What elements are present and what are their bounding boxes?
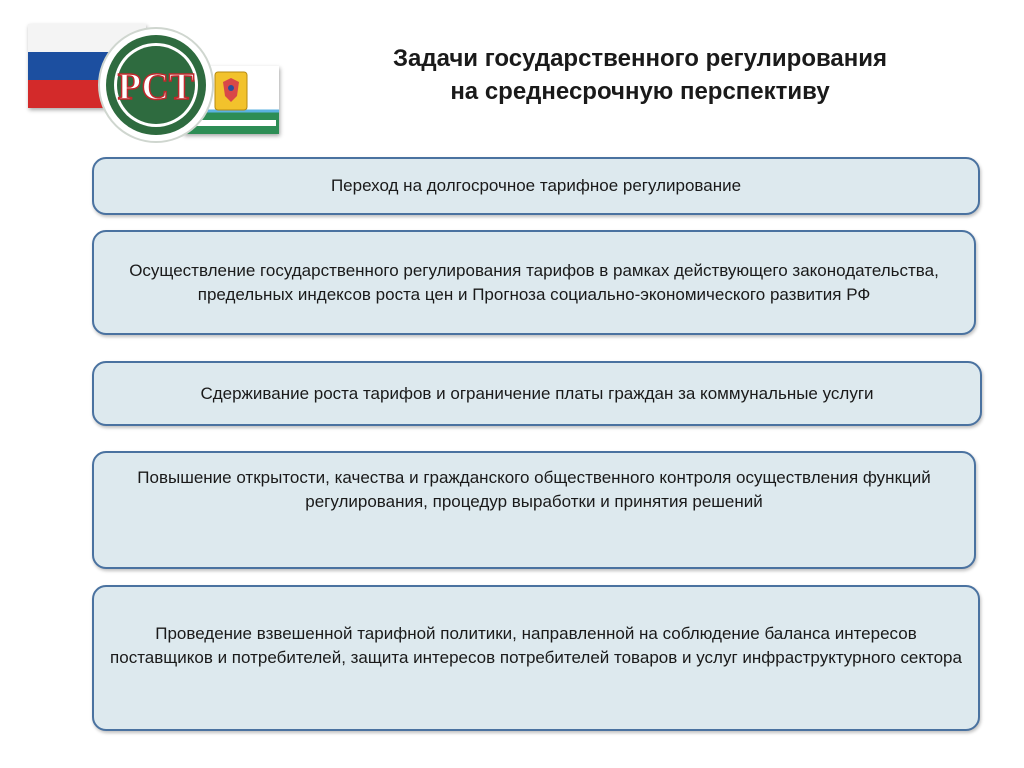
task-box-1 (92, 157, 980, 215)
rst-logo (97, 26, 215, 144)
task-box-2 (92, 230, 976, 335)
task-box-5 (92, 585, 980, 731)
task-text: Проведение взвешенной тарифной политики, направленной на соблюдение баланса интересов поставщиков и потребителей, защита интересов потребителей товаров и услуг инфраструктурного сектора (110, 624, 962, 667)
logo-text: РСТ (117, 66, 195, 108)
page-title (300, 42, 980, 108)
task-text: Осуществление государственного регулирования тарифов в рамках действующего законодательства, предельных индексов роста цен и Прогноза социально-экономического развития РФ (129, 260, 939, 304)
task-text: Сдерживание роста тарифов и ограничение платы граждан за коммунальные услуги (200, 383, 874, 403)
title-line-1: Задачи государственного регулирования (392, 45, 888, 72)
task-text: Переход на долгосрочное тарифное регулирование (330, 176, 742, 195)
task-box-3 (92, 361, 982, 426)
header-logos (25, 18, 285, 140)
task-text: Повышение открытости, качества и гражданского общественного контроля осуществления функций регулирования, процедур выработки и принятия решений (137, 468, 931, 511)
title-line-2: на среднесрочную перспективу (450, 78, 830, 105)
task-box-4 (92, 451, 976, 569)
